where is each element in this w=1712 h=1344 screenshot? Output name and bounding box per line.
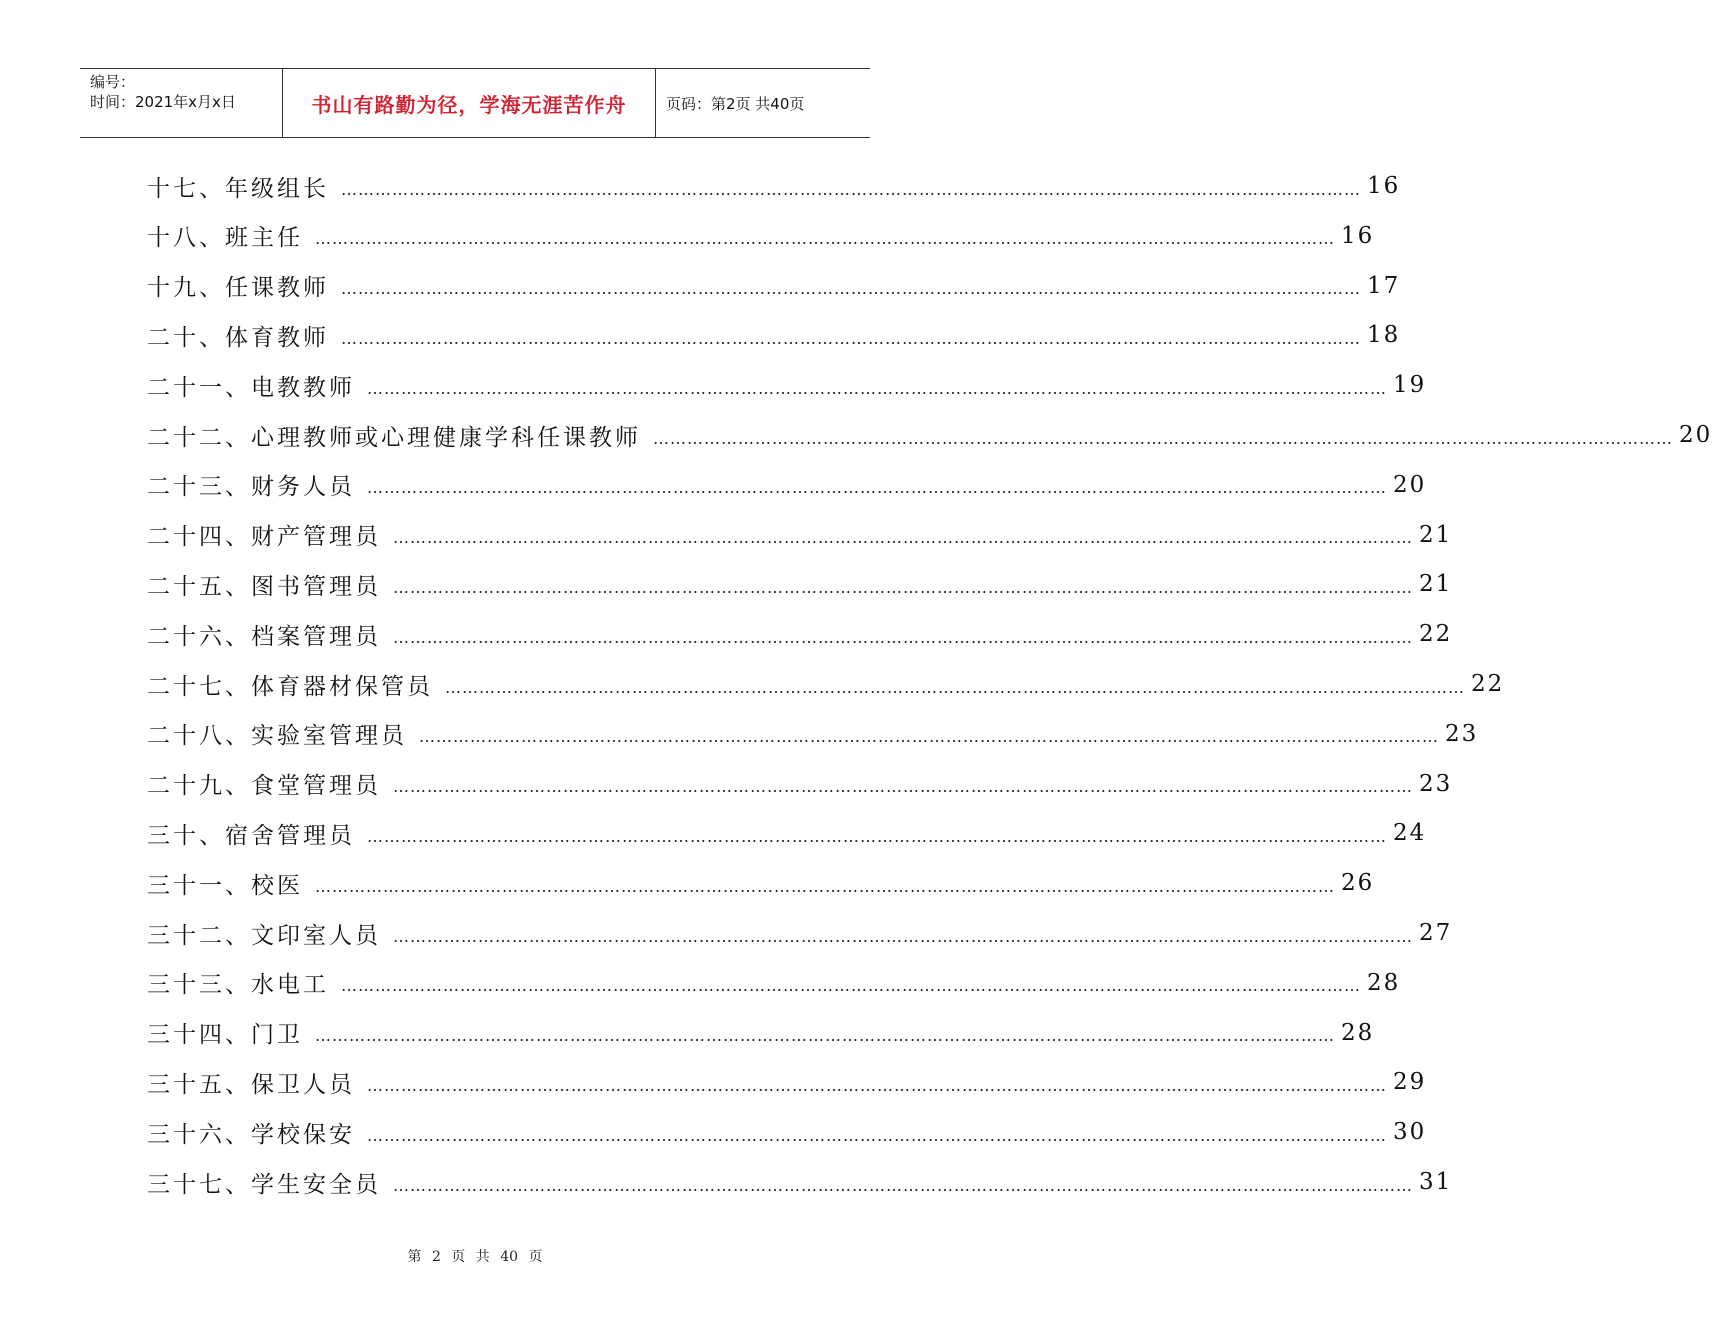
toc-leader-dots: ……………………………………………………………………………………………………………………………………………………………… [419,727,1439,747]
toc-entry-page: 26 [1341,870,1375,897]
toc-entry-title: 二十三、财务人员 [147,474,355,501]
toc-entry-title: 二十八、实验室管理员 [147,723,407,750]
toc-entry[interactable] [147,714,1479,754]
toc-entry-page: 23 [1419,770,1453,797]
toc-entry-title: 三十三、水电工 [147,972,329,999]
toc-entry-page: 27 [1419,920,1453,946]
page-footer: 第 2 页 共 40 页 [407,1249,543,1265]
toc-entry-page: 30 [1393,1119,1427,1146]
toc-entry-title: 二十九、食堂管理员 [147,773,381,800]
toc-entry-title: 二十五、图书管理员 [147,573,381,600]
toc-entry-title: 二十四、财产管理员 [147,524,381,551]
toc-entry[interactable] [147,764,1453,804]
date-label: 时间：2021年x月x日 [90,93,236,111]
toc-leader-dots: ……………………………………………………………………………………………………………………………………………………………… [393,926,1413,946]
toc-entry-title: 二十七、体育器材保管员 [147,673,433,700]
serial-label: 编号： [90,73,136,91]
toc-leader-dots: ……………………………………………………………………………………………………………………………………………………………… [367,478,1387,498]
motto-text: 书山有路勤为径，学海无涯苦作舟 [311,92,627,117]
toc-entry[interactable] [147,664,1505,704]
toc-entry-title: 三十六、学校保安 [147,1121,355,1148]
page-info: 页码：第2页 共40页 [666,94,805,113]
toc-entry[interactable] [147,465,1427,505]
header-motto-cell [283,69,656,137]
header-meta-cell [80,69,283,137]
toc-entry[interactable] [147,266,1401,306]
toc-entry[interactable] [147,1112,1427,1152]
toc-leader-dots: ……………………………………………………………………………………………………………………………………………………………… [341,179,1361,199]
toc-leader-dots: ……………………………………………………………………………………………………………………………………………………………… [315,229,1335,249]
toc-entry[interactable] [147,614,1453,654]
toc-entry-title: 二十、体育教师 [147,324,329,351]
toc-entry-title: 三十四、门卫 [147,1022,303,1049]
toc-entry[interactable] [147,515,1453,555]
toc-entry[interactable] [147,564,1453,604]
toc-leader-dots: ……………………………………………………………………………………………………………………………………………………………… [653,428,1673,448]
toc-leader-dots: ……………………………………………………………………………………………………………………………………………………………… [367,1125,1387,1145]
toc-leader-dots: ……………………………………………………………………………………………………………………………………………………………… [445,677,1465,697]
toc-entry-page: 31 [1419,1169,1453,1195]
toc-entry-page: 29 [1393,1069,1427,1096]
toc-entry[interactable] [147,1013,1375,1053]
toc-entry-title: 十八、班主任 [147,225,303,252]
toc-leader-dots: ……………………………………………………………………………………………………………………………………………………………… [315,876,1335,896]
toc-leader-dots: ……………………………………………………………………………………………………………………………………………………………… [315,1026,1335,1046]
toc-entry-page: 17 [1367,272,1401,299]
toc-entry-page: 28 [1341,1019,1375,1046]
header-page-cell [656,69,870,137]
toc-entry-page: 24 [1393,820,1427,847]
toc-entry[interactable] [147,1062,1427,1102]
toc-entry-page: 20 [1393,471,1427,498]
toc-entry[interactable] [147,863,1375,903]
toc-entry-page: 22 [1471,671,1505,697]
toc-entry-title: 二十六、档案管理员 [147,623,381,650]
page-header [80,68,870,138]
toc-entry-page: 18 [1367,322,1401,349]
toc-leader-dots: ……………………………………………………………………………………………………………………………………………………………… [341,976,1361,996]
toc-entry-page: 16 [1341,222,1375,249]
toc-entry[interactable] [147,415,1712,455]
toc-leader-dots: ……………………………………………………………………………………………………………………………………………………………… [367,1075,1387,1095]
toc-entry[interactable] [147,315,1401,355]
toc-entry-title: 二十二、心理教师或心理健康学科任课教师 [147,424,641,451]
toc-entry-title: 三十、宿舍管理员 [147,822,355,849]
toc-leader-dots: ……………………………………………………………………………………………………………………………………………………………… [393,627,1413,647]
toc-entry-page: 16 [1367,173,1401,199]
toc-entry[interactable] [147,913,1453,953]
toc-entry-page: 21 [1419,571,1453,598]
toc-entry[interactable] [147,365,1427,405]
toc-entry[interactable] [147,166,1401,206]
toc-leader-dots: ……………………………………………………………………………………………………………………………………………………………… [341,279,1361,299]
toc-entry[interactable] [147,813,1427,853]
toc-entry-title: 十九、任课教师 [147,275,329,302]
toc-entry-page: 20 [1679,422,1712,448]
toc-entry-title: 三十七、学生安全员 [147,1171,381,1198]
toc-entry[interactable] [147,963,1401,1003]
toc-entry[interactable] [147,1162,1453,1202]
toc-leader-dots: ……………………………………………………………………………………………………………………………………………………………… [367,378,1387,398]
toc-leader-dots: ……………………………………………………………………………………………………………………………………………………………… [341,328,1361,348]
toc-leader-dots: ……………………………………………………………………………………………………………………………………………………………… [393,577,1413,597]
toc-entry-title: 十七、年级组长 [147,175,329,202]
toc-entry-page: 19 [1393,372,1427,399]
toc-entry-title: 三十二、文印室人员 [147,922,381,949]
toc-leader-dots: ……………………………………………………………………………………………………………………………………………………………… [393,1175,1413,1195]
toc-entry-title: 三十五、保卫人员 [147,1071,355,1098]
toc-entry-title: 三十一、校医 [147,872,303,899]
toc-entry-page: 23 [1445,720,1479,747]
toc-leader-dots: ……………………………………………………………………………………………………………………………………………………………… [367,826,1387,846]
toc-leader-dots: ……………………………………………………………………………………………………………………………………………………………… [393,528,1413,548]
toc-leader-dots: ……………………………………………………………………………………………………………………………………………………………… [393,777,1413,797]
toc-entry-page: 21 [1419,521,1453,548]
toc-entry-page: 28 [1367,969,1401,996]
toc-entry[interactable] [147,216,1375,256]
toc-entry-title: 二十一、电教教师 [147,374,355,401]
toc-entry-page: 22 [1419,621,1453,648]
